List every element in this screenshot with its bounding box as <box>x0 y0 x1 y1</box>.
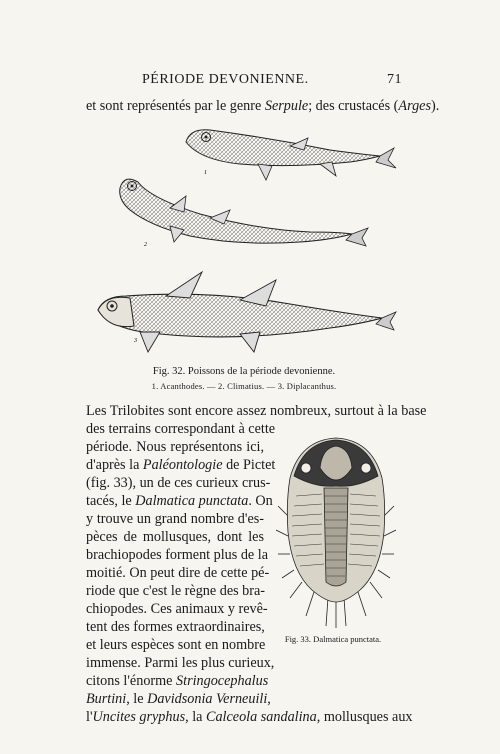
fish-illustration <box>90 120 400 360</box>
body-line-3: période. Nous représentons ici, <box>86 439 264 455</box>
body-line-18: l'Uncites gryphus, la Calceola sandalina, mollusques aux <box>86 709 413 725</box>
body-line-6: tacés, le Dalmatica punctata. On <box>86 493 273 509</box>
intro-line: et sont représentés par le genre Serpule; des crustacés (Arges). <box>86 98 440 114</box>
body-line-8: pèces de mollusques, dont les <box>86 529 264 545</box>
body-line-2: des terrains correspondant à cette <box>86 421 276 437</box>
trilobite-illustration <box>276 432 396 628</box>
body-line-13: tent des formes extraordinaires, <box>86 619 265 635</box>
body-line-14: et leurs espèces sont en nombre <box>86 637 266 653</box>
body-line-15: immense. Parmi les plus curieux, <box>86 655 275 671</box>
fish-number-3: 3 <box>134 338 137 344</box>
fish-acanthodes <box>186 130 396 180</box>
body-line-16: citons l'énorme Stringocephalus <box>86 673 269 689</box>
fish-diplacanthus <box>98 272 396 352</box>
body-line-7: y trouve un grand nombre d'es- <box>86 511 264 527</box>
body-line-12: chiopodes. Ces animaux y revê- <box>86 601 268 617</box>
fish-number-2: 2 <box>144 242 147 248</box>
body-line-4: d'après la Paléontologie de Pictet <box>86 457 276 473</box>
body-line-5: (fig. 33), un de ces curieux crus- <box>86 475 271 491</box>
body-line-11: riode que c'est le règne des bra- <box>86 583 266 599</box>
page-number: 71 <box>387 72 402 87</box>
body-line-1: Les Trilobites sont encore assez nombreux, surtout à la base <box>86 403 427 419</box>
fish-climatius <box>120 179 368 246</box>
figure-33-caption: Fig. 33. Dalmatica punctata. <box>284 634 382 644</box>
body-line-10: moitié. On peut dire de cette pé- <box>86 565 270 581</box>
body-line-9: brachiopodes forment plus de la <box>86 547 269 563</box>
body-line-17: Burtini, le Davidsonia Verneuili, <box>86 691 271 707</box>
figure-32-legend: 1. Acanthodes. — 2. Climatius. — 3. Diplacanthus. <box>151 381 337 391</box>
figure-32-caption: Fig. 32. Poissons de la période devonienne. <box>152 366 336 377</box>
chapter-title: PÉRIODE DEVONIENNE. <box>142 72 309 87</box>
fish-number-1: 1 <box>204 170 207 176</box>
